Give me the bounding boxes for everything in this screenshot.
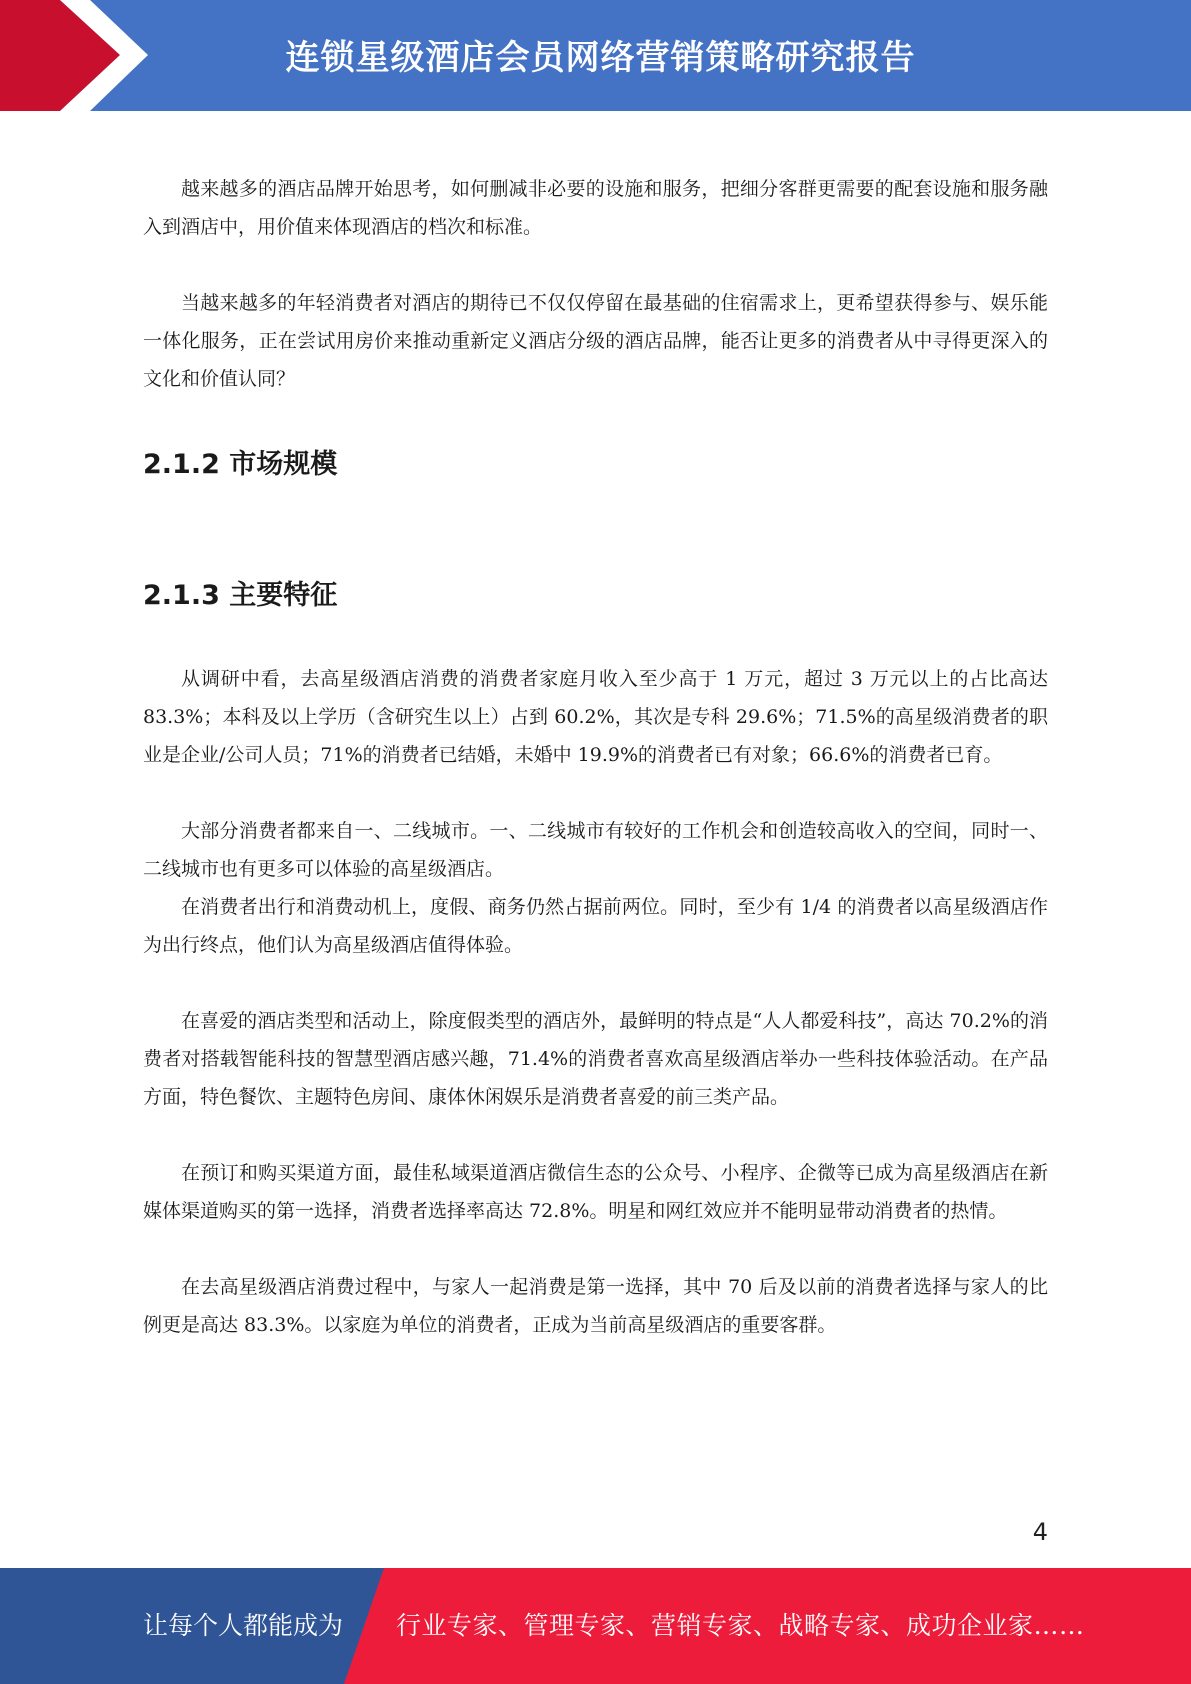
page-number: 4 bbox=[1032, 1518, 1048, 1546]
section-heading-2-1-2: 2.1.2 市场规模 bbox=[143, 449, 338, 480]
page-content bbox=[143, 170, 1048, 1344]
page-footer bbox=[0, 1568, 1191, 1684]
footer-slogan-right: 行业专家、管理专家、营销专家、战略专家、成功企业家…… bbox=[396, 1611, 1085, 1640]
paragraph-4: 大部分消费者都来自一、二线城市。一、二线城市有较好的工作机会和创造较高收入的空间，同时一、二线城市也有更多可以体验的高星级酒店。 bbox=[143, 820, 1048, 880]
paragraph-5: 在消费者出行和消费动机上，度假、商务仍然占据前两位。同时，至少有 1/4 的消费者以高星级酒店作为出行终点，他们认为高星级酒店值得体验。 bbox=[143, 896, 1048, 956]
paragraph-7: 在预订和购买渠道方面，最佳私域渠道酒店微信生态的公众号、小程序、企微等已成为高星级酒店在新媒体渠道购买的第一选择，消费者选择率高达 72.8%。明星和网红效应并不能明显带动消费者的热情。 bbox=[143, 1162, 1048, 1222]
section-heading-2-1-3: 2.1.3 主要特征 bbox=[143, 580, 338, 611]
header-arrow-decoration bbox=[0, 0, 160, 111]
paragraph-6: 在喜爱的酒店类型和活动上，除度假类型的酒店外，最鲜明的特点是“人人都爱科技”，高达 70.2%的消费者对搭载智能科技的智慧型酒店感兴趣，71.4%的消费者喜欢高星级酒店举办一些科技体验活动。在产品方面，特色餐饮、主题特色房间、康体休闲娱乐是消费者喜爱的前三类产品。 bbox=[143, 1010, 1048, 1108]
footer-slogan-left: 让每个人都能成为 bbox=[143, 1611, 344, 1640]
paragraph-2: 当越来越多的年轻消费者对酒店的期待已不仅仅停留在最基础的住宿需求上，更希望获得参与、娱乐能一体化服务，正在尝试用房价来推动重新定义酒店分级的酒店品牌，能否让更多的消费者从中寻得更深入的文化和价值认同？ bbox=[143, 292, 1048, 390]
header-title: 连锁星级酒店会员网络营销策略研究报告 bbox=[285, 38, 916, 78]
paragraph-1: 越来越多的酒店品牌开始思考，如何删减非必要的设施和服务，把细分客群更需要的配套设施和服务融入到酒店中，用价值来体现酒店的档次和标准。 bbox=[143, 178, 1048, 238]
page-header bbox=[0, 0, 1191, 111]
paragraph-8: 在去高星级酒店消费过程中，与家人一起消费是第一选择，其中 70 后及以前的消费者选择与家人的比例更是高达 83.3%。以家庭为单位的消费者，正成为当前高星级酒店的重要客群。 bbox=[143, 1276, 1048, 1336]
paragraph-3: 从调研中看，去高星级酒店消费的消费者家庭月收入至少高于 1 万元，超过 3 万元以上的占比高达 83.3%；本科及以上学历（含研究生以上）占到 60.2%，其次是专科 29.6%；71.5%的高星级消费者的职业是企业/公司人员；71%的消费者已结婚，未婚中 19.9%的消费者已有对象；66.6%的消费者已育。 bbox=[143, 668, 1048, 766]
